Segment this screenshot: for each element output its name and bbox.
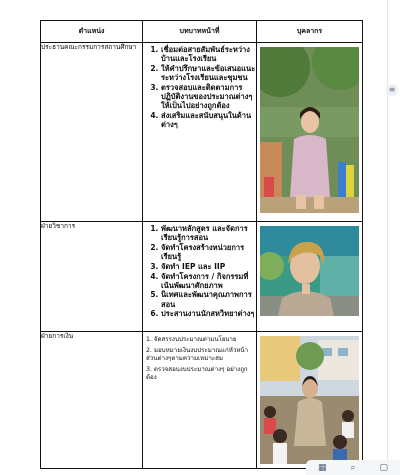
table-row [41,332,363,469]
duty-item: 1. จัดสรรงบประมาณตามนโยบาย [146,336,237,343]
square-icon[interactable]: ▢ [379,462,388,473]
duty-item: 2. มอบหมายเงินงบประมาณแก่หัวหน้าส่วนต่างๆตามความเหมาะสม [146,346,249,363]
woman-in-pink-dress-photo [260,47,359,213]
duty-item: 3. ตรวจสอบงบประมาณต่างๆ อย่างถูกต้อง [146,365,248,382]
duty-item: 2. จัดทำโครงสร้างหน่วยการเรียนรู้ [161,243,256,261]
duty-item: 5. นิเทศและพัฒนาคุณภาพการสอน [161,290,256,308]
duty-item: 1. พัฒนาหลักสูตร และจัดการเรียนรู้การสอน [161,224,256,242]
duty-item: 4. ส่งเสริมและสนับสนุนในด้านต่างๆ [161,111,256,129]
bottom-toolbar [306,460,400,475]
duty-item: 3. ตรวจสอบและติดตามการปฏิบัติงานของประมาณต่างๆให้เป็นไปอย่างถูกต้อง [161,83,256,111]
search-icon[interactable]: ⌕ [350,462,356,473]
grid-view-icon[interactable]: ▦ [317,462,327,473]
header-personnel: บุคลากร [257,21,363,43]
duty-item: 6. ประสานงานนักสหวิทยาต่างๆ [161,309,256,318]
table-header-row [41,21,363,43]
duties-cell [143,43,257,222]
duties-list [143,224,256,319]
table-row [41,43,363,222]
woman-in-uniform-portrait-photo [260,226,359,316]
header-duties: บทบาทหน้าที่ [143,21,257,43]
woman-with-students-photo [260,336,359,464]
page-edge [387,0,388,475]
duties-cell [143,332,257,469]
position-cell: ฝ่ายการเงิน [41,332,143,469]
table-row [41,222,363,332]
header-position: ตำแหน่ง [41,21,143,43]
position-cell: ประธานคณะกรรมการสถานศึกษา [41,43,143,222]
chat-bubble-icon[interactable]: ≡ [386,84,398,96]
duty-item: 4. จัดทำโครงการ / กิจกรรมที่เน้นพัฒนาศักยภาพ [161,272,256,290]
position-cell: ฝ่ายวิชาการ [41,222,143,332]
personnel-cell [257,332,363,469]
duty-item: 3. จัดทำ IEP และ IIP [161,262,256,271]
personnel-cell [257,43,363,222]
personnel-cell [257,222,363,332]
duties-list [143,336,256,383]
duty-item: 2. ให้คำปรึกษาและข้อเสนอแนะระหว่างโรงเรียนและชุมชน [161,64,256,82]
staff-roles-table [40,20,363,469]
duties-cell [143,222,257,332]
duties-list [143,45,256,129]
duty-item: 1. เชื่อมต่อสายสัมพันธ์ระหว่างบ้านและโรงเรียน [161,45,256,63]
